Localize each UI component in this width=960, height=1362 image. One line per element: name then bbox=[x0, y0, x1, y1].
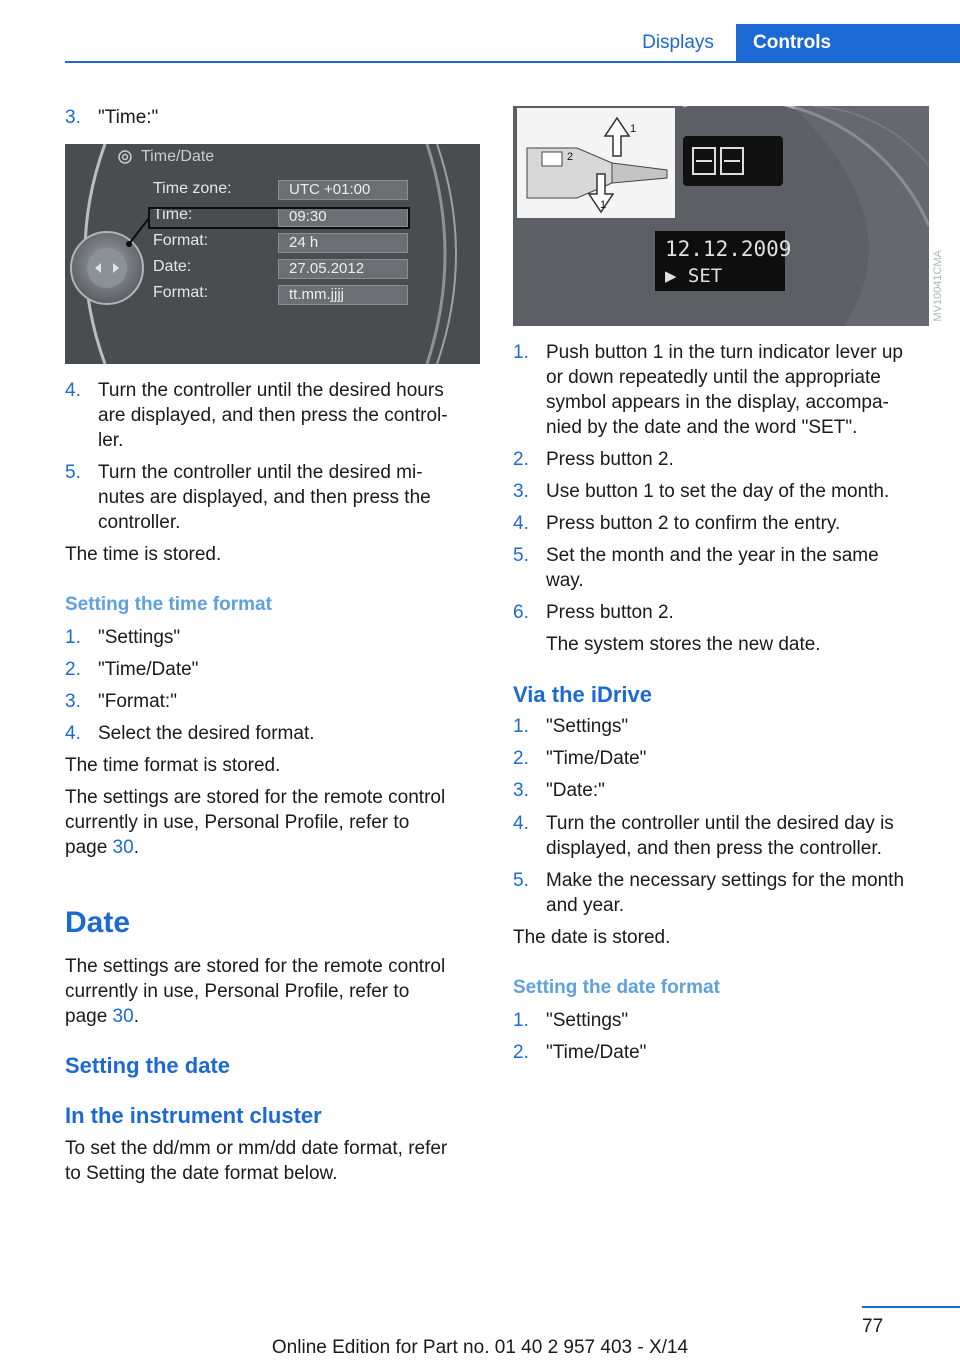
step-text: Make the necessary settings for the month bbox=[546, 870, 905, 891]
footer-rule bbox=[862, 1306, 960, 1308]
step-text: Press button 2. bbox=[546, 449, 674, 470]
step-text: are displayed, and then press the control‐ bbox=[98, 405, 448, 426]
step-text: Turn the controller until the desired hours bbox=[98, 380, 444, 401]
step-text: Press button 2. bbox=[546, 602, 674, 623]
step-number: 1. bbox=[513, 1010, 529, 1031]
heading-instrument-cluster: In the instrument cluster bbox=[65, 1103, 322, 1128]
page-ref-prefix: page bbox=[65, 1006, 113, 1027]
page-reference bbox=[65, 835, 139, 860]
step-text: "Settings" bbox=[98, 627, 181, 648]
image-code: MV10041CMA bbox=[932, 250, 944, 322]
step-text: nutes are displayed, and then press the bbox=[98, 487, 431, 508]
subheading-date-format: Setting the date format bbox=[513, 977, 720, 998]
step-text: "Date:" bbox=[546, 780, 605, 801]
page-ref-suffix: . bbox=[133, 1006, 139, 1027]
step-text: Set the month and the year in the same bbox=[546, 545, 879, 566]
heading-via-idrive: Via the iDrive bbox=[513, 682, 652, 707]
step-text: "Time/Date" bbox=[546, 1042, 647, 1063]
paragraph: The date is stored. bbox=[513, 927, 671, 948]
page-ref-prefix: page bbox=[65, 837, 113, 858]
button-1-label: 1 bbox=[630, 123, 637, 135]
display-date: 12.12.2009 bbox=[665, 237, 792, 261]
header-chapter-controls[interactable]: Controls bbox=[736, 24, 960, 62]
paragraph: To set the dd/mm or mm/dd date format, refer bbox=[65, 1138, 448, 1159]
paragraph: to Setting the date format below. bbox=[65, 1163, 338, 1184]
step-number: 2. bbox=[513, 449, 529, 470]
step-text: "Settings" bbox=[546, 716, 629, 737]
step-text: nied by the date and the word "SET". bbox=[546, 417, 858, 438]
menu-row-label: Time: bbox=[153, 206, 193, 223]
step-text: Turn the controller until the desired mi‐ bbox=[98, 462, 423, 483]
step-number: 5. bbox=[65, 462, 81, 483]
step-text: or down repeatedly until the appropriate bbox=[546, 367, 881, 388]
step-number: 2. bbox=[513, 1042, 529, 1063]
step-number: 3. bbox=[65, 107, 81, 128]
menu-row-label: Format: bbox=[153, 232, 209, 249]
paragraph: The time format is stored. bbox=[65, 755, 281, 776]
step-result: The system stores the new date. bbox=[546, 634, 821, 655]
menu-row-label: Time zone: bbox=[153, 180, 232, 197]
step-text: "Time/Date" bbox=[546, 748, 647, 769]
step-text: Push button 1 in the turn indicator lever up bbox=[546, 342, 904, 363]
header-section-displays[interactable]: Displays bbox=[642, 32, 714, 53]
step-text: "Time:" bbox=[98, 107, 159, 128]
page-reference bbox=[65, 1004, 139, 1029]
step-text: "Time/Date" bbox=[98, 659, 199, 680]
controller-illustration bbox=[65, 144, 480, 364]
step-number: 4. bbox=[65, 380, 81, 401]
subheading-time-format: Setting the time format bbox=[65, 594, 272, 615]
step-number: 2. bbox=[513, 748, 529, 769]
menu-row-label: Date: bbox=[153, 258, 192, 275]
edition-note: Online Edition for Part no. 01 40 2 957 403 - X/14 bbox=[271, 1337, 689, 1358]
step-text: and year. bbox=[546, 895, 625, 916]
step-text: Select the desired format. bbox=[98, 723, 315, 744]
step-text: controller. bbox=[98, 512, 181, 533]
step-number: 1. bbox=[513, 716, 529, 737]
paragraph: The settings are stored for the remote control bbox=[65, 956, 446, 977]
step-text: displayed, and then press the controller. bbox=[546, 838, 882, 859]
step-number: 4. bbox=[513, 813, 529, 834]
step-number: 4. bbox=[65, 723, 81, 744]
step-text: "Format:" bbox=[98, 691, 177, 712]
step-text: way. bbox=[546, 570, 584, 591]
step-number: 5. bbox=[513, 870, 529, 891]
instrument-cluster-screenshot bbox=[513, 106, 929, 326]
page-number: 77 bbox=[862, 1316, 884, 1337]
header-rule bbox=[65, 61, 960, 63]
selected-row-frame bbox=[148, 207, 410, 229]
step-text: Use button 1 to set the day of the month. bbox=[546, 481, 890, 502]
page-ref-suffix: . bbox=[133, 837, 139, 858]
menu-row-value: 27.05.2012 bbox=[278, 259, 408, 279]
page-link[interactable]: 30 bbox=[112, 1006, 134, 1027]
step-number: 1. bbox=[65, 627, 81, 648]
step-number: 5. bbox=[513, 545, 529, 566]
step-text: Press button 2 to confirm the entry. bbox=[546, 513, 841, 534]
button-2-label: 2 bbox=[567, 151, 574, 163]
step-text: Turn the controller until the desired day is bbox=[546, 813, 894, 834]
step-number: 3. bbox=[513, 481, 529, 502]
page-link[interactable]: 30 bbox=[112, 837, 134, 858]
menu-row-value: UTC +01:00 bbox=[278, 180, 408, 200]
step-number: 1. bbox=[513, 342, 529, 363]
step-text: "Settings" bbox=[546, 1010, 629, 1031]
time-date-menu-screenshot bbox=[65, 144, 480, 364]
button-1-label: 1 bbox=[600, 199, 607, 211]
paragraph: currently in use, Personal Profile, refer to bbox=[65, 981, 410, 1002]
step-number: 2. bbox=[65, 659, 81, 680]
step-number: 4. bbox=[513, 513, 529, 534]
paragraph: The time is stored. bbox=[65, 544, 222, 565]
paragraph: currently in use, Personal Profile, refer to bbox=[65, 812, 410, 833]
cluster-display bbox=[655, 231, 792, 291]
turn-lever-inset bbox=[517, 108, 675, 218]
paragraph: The settings are stored for the remote control bbox=[65, 787, 446, 808]
display-set: ▶ SET bbox=[665, 265, 723, 287]
menu-row-value: 09:30 bbox=[278, 207, 408, 227]
menu-row-value: tt.mm.jjjj bbox=[278, 285, 408, 305]
menu-row-label: Format: bbox=[153, 284, 209, 301]
step-number: 3. bbox=[513, 780, 529, 801]
step-text: ler. bbox=[98, 430, 124, 451]
heading-setting-the-date: Setting the date bbox=[65, 1053, 231, 1078]
step-text: symbol appears in the display, accompa‐ bbox=[546, 392, 889, 413]
step-number: 6. bbox=[513, 602, 529, 623]
menu-row-value: 24 h bbox=[278, 233, 408, 253]
heading-date: Date bbox=[65, 906, 131, 939]
step-number: 3. bbox=[65, 691, 81, 712]
menu-title: Time/Date bbox=[141, 148, 215, 165]
turn-lever-icon bbox=[517, 108, 675, 218]
